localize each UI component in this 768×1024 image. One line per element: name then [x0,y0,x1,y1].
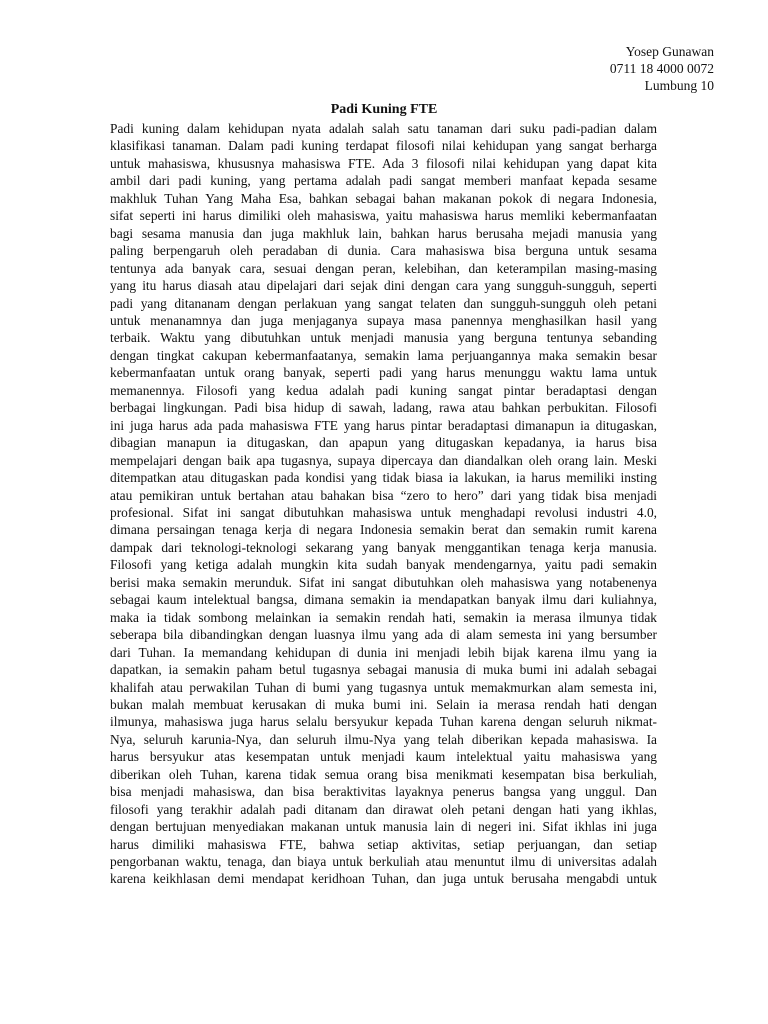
body-line: atau pemikiran untuk bertahan atau bahakan bisa “zero to hero” dari yang tidak bisa menjadi [110,487,657,503]
body-line: yang itu harus diasah atau dipelajari dari sejak dini dengan cara yang sungguh-sungguh, seperti [110,278,657,294]
body-line: filosofi yang terakhir adalah padi ditanam dan dirawat oleh petani dengan hati yang ikhlas, [110,801,657,817]
body-line: tentunya ada banyak cara, sesuai dengan peran, kelebihan, dan keterampilan masing-masing [110,260,657,276]
body-line: harus dimiliki mahasiswa FTE, bahwa setiap aktivitas, setiap perjuangan, dan setiap [110,836,657,852]
body-line: dengan bertujuan menyediakan makanan untuk manusia lain di negeri ini. Sifat ikhlas ini juga [110,819,657,835]
document-title: Padi Kuning FTE [330,102,438,117]
body-line: berbagai lingkungan. Padi bisa hidup di sawah, ladang, rawa atau bahkan perbukitan. Filosofi [110,400,657,416]
body-line: bisa menjadi mahasiswa, dan bisa beraktivitas layaknya penerus bangsa yang unggul. Dan [110,784,657,800]
body-line: profesional. Sifat ini sangat dibutuhkan mahasiswa untuk menghadapi revolusi industri 4.0, [110,504,657,520]
body-line: Padi kuning dalam kehidupan nyata adalah salah satu tanaman dari suku padi-padian dalam [110,121,657,136]
body-line: dampak dari teknologi-teknologi sekarang yang banyak menggantikan tenaga kerja manusia. [110,539,657,555]
body-line: karena keikhlasan demi mendapat keridhoan Tuhan, dan juga untuk berusaha mengabdi untuk [110,871,657,887]
author-info [610,43,714,94]
body-line: bukan malah membuat kerusakan di muka bumi ini. Selain ia merasa rendah hati dengan [110,696,657,712]
document-body [110,120,657,888]
body-line: khalifah atau perwakilan Tuhan di bumi yang tugasnya untuk memakmurkan alam semesta ini, [110,679,657,695]
body-line: paling berpengaruh oleh peradaban di dunia. Cara mahasiswa bisa berguna untuk sesama [110,243,657,259]
body-line: sebagai kaum intelektual bangsa, dimana semakin ia mendapatkan banyak ilmu dari kuliahnya, [110,592,657,608]
body-line: seberapa bila dibandingkan dengan luasnya ilmu yang ada di alam semesta ini yang bersumber [110,627,657,643]
body-line: diberikan oleh Tuhan, karena tidak semua orang bisa menikmati kesempatan bisa berkuliah, [110,766,657,782]
body-line: ilmunya, mahasiswa juga harus selalu bersyukur kepada Tuhan karena dengan seluruh nikmat- [110,714,657,730]
body-line: padi yang ditananam dengan perlakuan yang sangat telaten dan sungguh-sungguh oleh petani [110,295,657,311]
body-line: dari Tuhan. Ia memandang kehidupan di dunia ini menjadi lebih bijak karena ilmu yang ia [110,644,657,660]
body-line: ditempatkan atau ditugaskan pada kondisi yang tidak biasa ia lakukan, ia harus memiliki insting [110,470,657,486]
group-label: Lumbung 10 [644,78,714,93]
body-line: Filosofi yang ketiga adalah mungkin kita sudah banyak mendengarnya, yaitu padi semakin [110,557,657,573]
body-line: dimana persaingan tenaga kerja di negara Indonesia semakin berat dan semakin rumit karena [110,522,657,538]
body-line: Nya, seluruh karunia-Nya, dan seluruh ilmu-Nya yang telah diberikan kepada mahasiswa. Ia [110,731,657,747]
body-line: terbaik. Waktu yang dibutuhkan untuk menjadi manusia yang berguna tentunya sebanding [110,330,657,346]
body-line: maka ia tidak sombong melainkan ia semakin rendah hati, semakin ia merasa ilmunya tidak [110,609,657,625]
body-line: harus bersyukur atas kesempatan untuk menjadi kaum intelektual yaitu mahasiswa yang [110,749,657,765]
body-line: pengorbanan waktu, tenaga, dan biaya untuk berkuliah atau menuntut ilmu di universitas adalah [110,854,657,870]
body-line: sifat seperti ini harus dimiliki oleh mahasiswa, yaitu mahasiswa harus memliki kebermanfaatan [110,208,657,224]
body-line: bagi sesama manusia dan juga makhluk lain, bahkan harus berusaha mejadi manusia yang [110,225,657,241]
body-line: berisi maka semakin merunduk. Sifat ini sangat dibutuhkan oleh mahasiswa yang notabenenya [110,574,657,590]
body-line: klasifikasi tanaman. Dalam padi kuning terdapat filosofi nilai kehidupan yang sangat berharga [110,138,657,154]
body-line: mempelajari dengan baik apa tugasnya, supaya dipercaya dan diandalkan oleh orang lain. Meski [110,452,657,468]
body-line: untuk mahasiswa, khususnya mahasiswa FTE. Ada 3 filosofi nilai kehidupan yang dapat kita [110,155,657,171]
body-line: ambil dari padi kuning, yang pertama adalah padi sangat memberi manfaat kepada sesame [110,173,657,189]
body-line: dapatkan, ia semakin paham betul tugasnya sebagai manusia di muka bumi ini adalah sebagai [110,662,657,678]
body-line: dibagian manapun ia ditugaskan, dan apapun yang ditugaskan kepadanya, ia harus bisa [110,435,657,451]
author-name: Yosep Gunawan [625,44,714,59]
body-line: untuk menanamnya dan juga menjaganya supaya masa panennya menghasilkan hasil yang [110,312,657,328]
student-id: 0711 18 4000 0072 [609,61,714,76]
body-line: kebermanfaatan untuk orang banyak, seperti padi yang harus menunggu waktu lama untuk [110,365,657,381]
body-line: dengan tingkat cakupan kebermanfaatanya, semakin lama perjuangannya maka semakin besar [110,347,657,363]
body-line: ini juga harus ada pada mahasiswa FTE yang harus pintar beradaptasi dimanapun ia ditugaskan, [110,417,657,433]
body-line: makhluk Tuhan Yang Maha Esa, bahkan sebagai bahan makanan pokok di negara Indonesia, [110,190,657,206]
body-line: memanennya. Filosofi yang kedua adalah padi kuning sangat pintar beradaptasi dengan [110,382,657,398]
